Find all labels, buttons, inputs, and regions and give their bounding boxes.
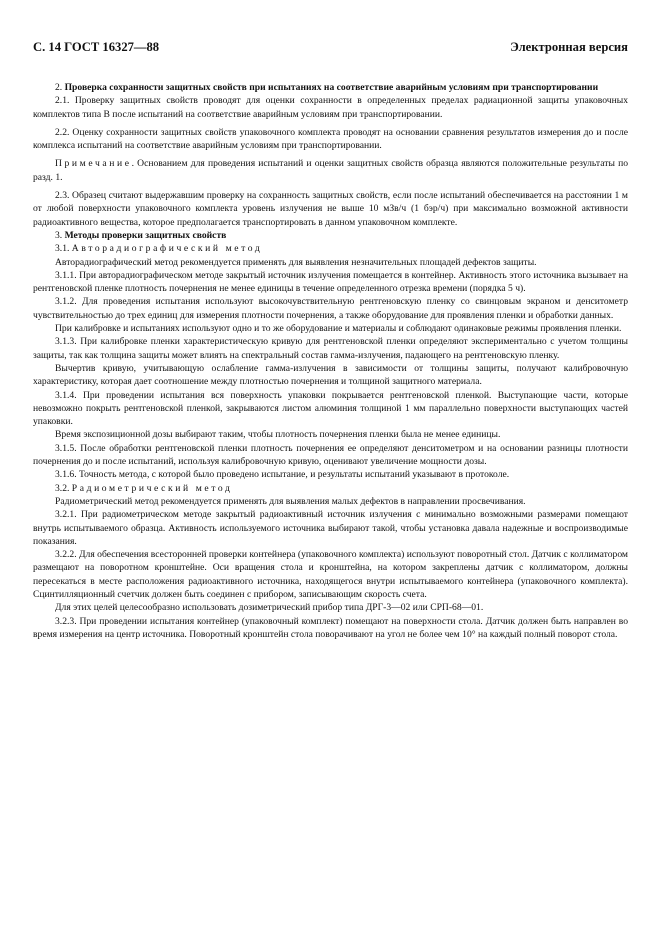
paragraph-text: 3.1.6. Точность метода, с которой было проведено испытание, и результаты испытаний указывают в протоколе. <box>55 469 510 481</box>
section-heading: Проверка сохранности защитных свойств при испытаниях на соответствие аварийным условиям при транспортировании <box>64 82 599 93</box>
paragraph <box>33 229 628 242</box>
paragraph-text: Время экспозиционной дозы выбирают таким, чтобы плотность почернения пленки была не менее единицы. <box>55 429 501 441</box>
paragraph-text: 2.1. Проверку защитных свойств проводят для оценки сохранности в определенных пределах радиационной защиты упаковочных комплектов типа В после испытаний на соответствие аварийным условиям при транспортировании. <box>33 95 628 120</box>
paragraph-text: 2.3. Образец считают выдержавшим проверку на сохранность защитных свойств, если после испытаний обеспечивается на расстоянии 1 м от любой поверхности упаковочного комплекта уровень излучения не выше 10 мЗв/ч (1 бэр/ч) при максимально возможной активности радиоактивного вещества, которое предполагается транспортировать в данном упаковочном комплекте. <box>33 190 628 228</box>
section-heading: Методы проверки защитных свойств <box>64 229 227 241</box>
paragraph <box>33 126 628 153</box>
paragraph-text: При калибровке и испытаниях используют одно и то же оборудование и материалы и соблюдают одинаковые режимы проявления пленки. <box>55 323 622 335</box>
paragraph-text: 3.2.2. Для обеспечения всесторонней проверки контейнера (упаковочного комплекта) используют поворотный стол. Датчик с коллиматором размещают на поворотном кронштейне. Оси вращения стола и кронштейна, на котором закреплены датчик с коллиматором, должны пересекаться в месте расположения радиоактивного источника, находящегося внутри испытываемого контейнера (упаковочного комплекта). Сцинтилляционный счетчик должен быть соединен с прибором, записывающим скорость счета. <box>33 549 628 600</box>
paragraph <box>33 189 628 229</box>
paragraph-text: . Основанием для проведения испытаний и оценки защитных свойств образца являются положительные результаты по разд. 1. <box>33 158 628 183</box>
paragraph-text: 2.2. Оценку сохранности защитных свойств упаковочного комплекта проводят на основании сравнения результатов измерения до и после комплекса испытаний на соответствие аварийным условиям при транспортировании. <box>33 126 628 152</box>
paragraph-text: Радиометрический метод рекомендуется применять для выявления малых дефектов в направлении просвечивания. <box>55 495 526 507</box>
note-label: Примечание <box>55 158 132 170</box>
paragraph-text: Для этих целей целесообразно использовать дозиметрический прибор типа ДРГ-3—02 или СРП-68—01. <box>55 602 484 614</box>
paragraph <box>33 81 628 94</box>
paragraph <box>33 508 628 548</box>
paragraph <box>33 269 628 296</box>
section-number: 3. <box>55 229 65 241</box>
paragraph-text: Авторадиографический метод рекомендуется применять для выявления незначительных площадей дефектов защиты. <box>55 256 537 268</box>
subsection-heading: Радиометрический метод <box>71 482 233 494</box>
paragraph <box>33 335 628 362</box>
paragraph <box>33 482 628 495</box>
paragraph <box>33 428 628 441</box>
paragraph-text: 3.1.5. После обработки рентгеновской пленки плотность почернения ее определяют денситометром и на основании разницы плотности почернения до и после испытаний, используя калибровочную кривую, оценивают увеличение мощности дозы. <box>33 442 628 468</box>
paragraph-text: 3.1.1. При авторадиографическом методе закрытый источник излучения помещается в контейнер. Активность этого источника вызывает на рентгеновской пленке плотность почернения не менее единицы в течение определенного отрезка времени (порядка 5 ч). <box>33 269 628 295</box>
paragraph <box>33 615 628 642</box>
paragraph-text: Вычертив кривую, учитывающую ослабление гамма-излучения в зависимости от толщины защиты, получают калибровочную характеристику, которая дает соотношение между плотностью почернения и толщиной защитного материала. <box>33 362 628 388</box>
paragraph <box>33 468 628 481</box>
paragraph <box>33 295 628 322</box>
paragraph-text: 3.2.3. При проведении испытания контейнер (упаковочный комплект) помещают на поверхности стола. Датчик должен быть направлен во время измерения на центр источника. Поворотный кронштейн стола поворачивают на угол не более чем 10° на каждый полный поворот стола. <box>33 615 628 640</box>
paragraph <box>33 322 628 335</box>
paragraph <box>33 442 628 469</box>
header-document-code: С. 14 ГОСТ 16327—88 <box>33 40 160 54</box>
subsection-heading: Авторадиографический метод <box>71 243 263 255</box>
section-number: 3.1. <box>55 243 72 255</box>
page-header <box>33 40 628 55</box>
paragraph <box>33 242 628 255</box>
paragraph-text: 3.1.4. При проведении испытания вся поверхность упаковки покрывается рентгеновской пленкой. Выступающие части, которые невозможно покрыть рентгеновской пленкой, закрываются листом алюминия толщиной 1 мм параллельно поверхности выступающих частей упаковки. <box>33 389 628 428</box>
paragraph <box>33 548 628 601</box>
paragraph <box>33 256 628 269</box>
paragraph <box>33 362 628 389</box>
paragraph-text: 3.2.1. При радиометрическом методе закрытый радиоактивный источник излучения с минимально возможными размерами помещают внутрь испытываемого образца. Активность используемого источника выбирают такой, чтобы установка давала надежные и воспроизводимые показания. <box>33 509 628 547</box>
paragraph <box>33 601 628 614</box>
paragraph <box>33 94 628 121</box>
paragraph-text: 3.1.3. При калибровке пленки характеристическую кривую для рентгеновской пленки определяют экспериментально с учетом толщины защиты, так как толщина защиты может влиять на спектральный состав гамма-излучения, падающего на рентгеновскую пленку. <box>33 336 628 361</box>
paragraph <box>33 389 628 429</box>
section-number: 3.2. <box>55 482 72 494</box>
document-body <box>33 81 628 641</box>
header-version-label: Электронная версия <box>510 40 628 54</box>
paragraph <box>33 495 628 508</box>
section-number: 2. <box>55 82 65 93</box>
paragraph <box>33 157 628 184</box>
paragraph-text: 3.1.2. Для проведения испытания используют высокочувствительную рентгеновскую пленку со свинцовым экраном и денситометр чувствительностью до трех единиц для измерения плотности почернения, а также оборудование для проявления пленки и обработки данных. <box>33 296 628 321</box>
